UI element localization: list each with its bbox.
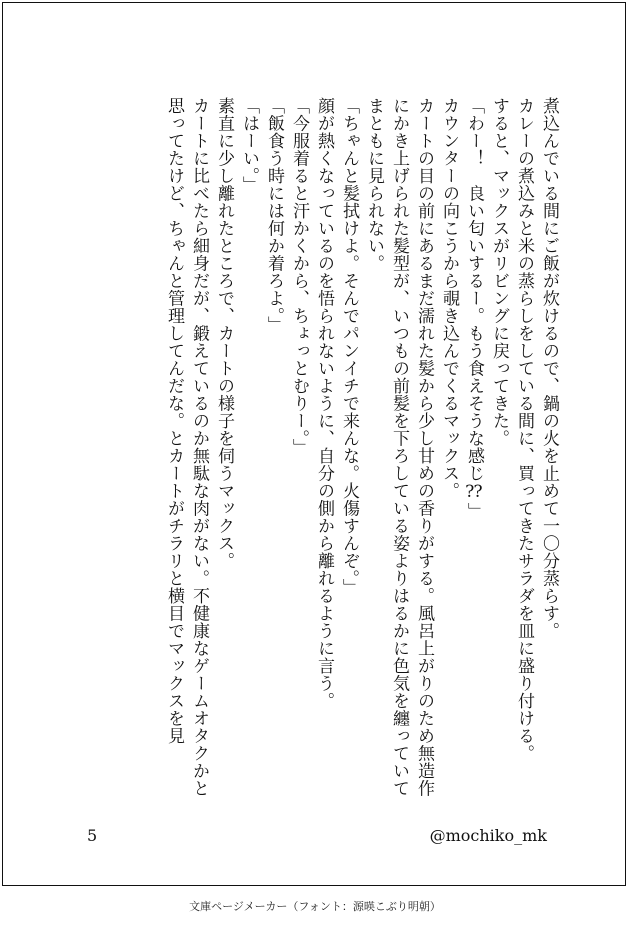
paragraph: 「飯食う時には何か着ろよ。」 <box>264 97 284 334</box>
paragraph: カートの目の前にあるまだ濡れた髪から少し甘めの香りがする。風呂上がりのため無造作にかき上げられた髪型が、いつもの前髪を下ろしている姿よりはるかに色気を纏っていてまともに見られない。 <box>364 97 434 797</box>
page-number: 5 <box>87 826 98 845</box>
paragraph: 「今服着ると汗かくから、ちょっとむりー。」 <box>289 97 309 456</box>
paragraph: カウンターの向こうから覗き込んでくるマックス。 <box>439 97 459 500</box>
paragraph: すると、マックスがリビングに戻ってきた。 <box>489 97 509 447</box>
paragraph: 「わー！ 良い匂いするー。もう食えそうな感じ⁇」 <box>464 97 484 520</box>
paragraph: 煮込んでいる間にご飯が炊けるので、鍋の火を止めて一〇分蒸らす。 <box>539 97 559 640</box>
footer-caption: 文庫ページメーカー（フォント：源暎こぶり明朝） <box>189 900 441 913</box>
paragraph: 「はーい。」 <box>239 97 259 194</box>
paragraph: カートに比べたら細身だが、鍛えているのか無駄な肉がない。不健康なゲームオタクかと思ってたけど、ちゃんと管理してんだな。とカートがチラリと横目でマックスを見 <box>164 97 209 797</box>
paragraph: カレーの煮込みと米の蒸らしをしている間に、買ってきたサラダを皿に盛り付ける。 <box>514 97 534 762</box>
paragraph: 顔が熱くなっているのを悟られないように、自分の側から離れるように言う。 <box>314 97 334 710</box>
book-page <box>2 2 626 886</box>
author-handle: @mochiko_mk <box>429 826 547 845</box>
vertical-body-text <box>81 97 561 801</box>
paragraph: 素直に少し離れたところで、カートの様子を伺うマックス。 <box>214 97 234 570</box>
paragraph: 「ちゃんと髪拭けよ。そんでパンイチで来んな。火傷すんぞ。」 <box>339 97 359 596</box>
